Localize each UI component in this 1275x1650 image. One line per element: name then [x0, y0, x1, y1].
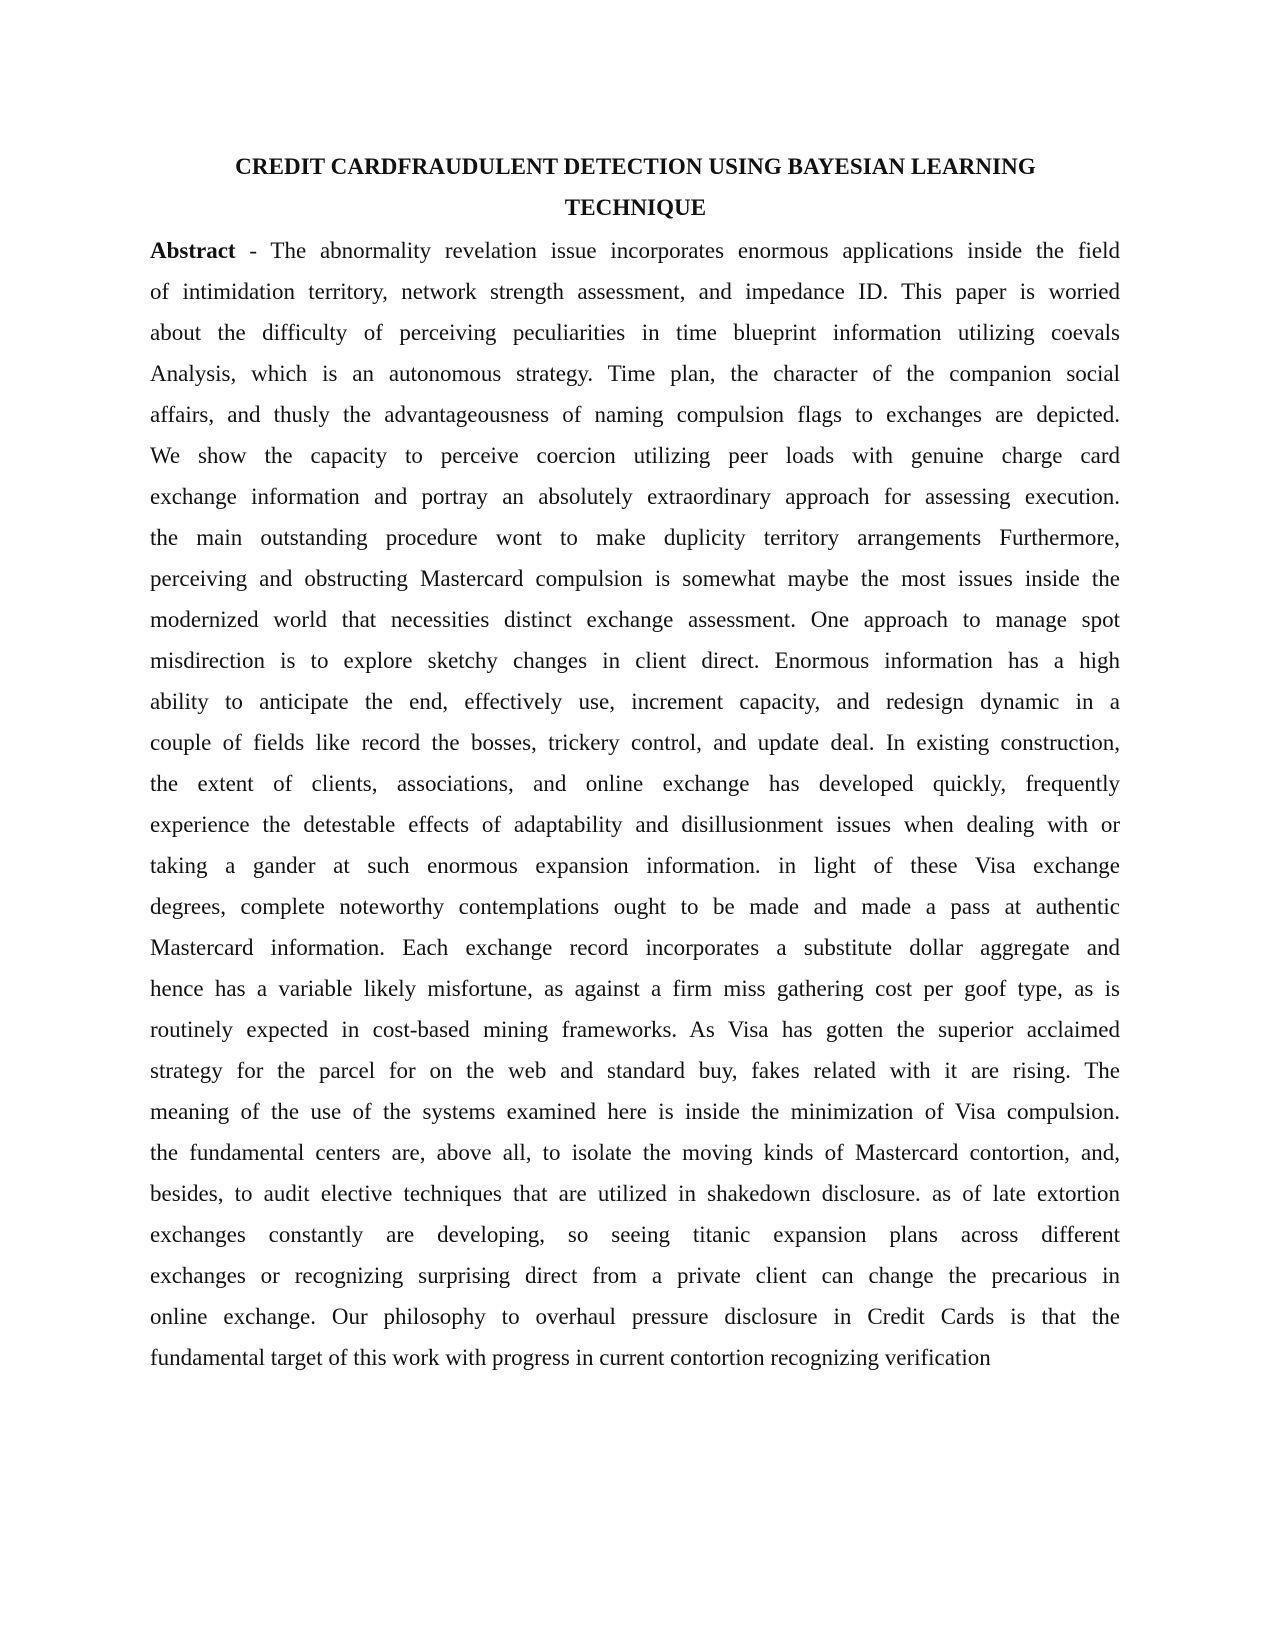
abstract-line: meaning of the use of the systems examined here is inside the minimization of Visa compulsion. — [150, 1099, 1120, 1124]
abstract-line: affairs, and thusly the advantageousness of naming compulsion flags to exchanges are depicted. — [150, 402, 1120, 427]
abstract-separator: - — [235, 238, 271, 263]
abstract-line: exchanges or recognizing surprising direct from a private client can change the precarious in — [150, 1263, 1120, 1288]
abstract-line: exchange information and portray an absolutely extraordinary approach for assessing execution. — [150, 484, 1120, 509]
abstract-line: routinely expected in cost-based mining frameworks. As Visa has gotten the superior acclaimed — [150, 1017, 1120, 1042]
abstract-line: fundamental target of this work with progress in current contortion recognizing verification — [150, 1345, 991, 1370]
abstract-line: exchanges constantly are developing, so seeing titanic expansion plans across different — [150, 1222, 1120, 1247]
abstract-line: the main outstanding procedure wont to make duplicity territory arrangements Furthermore, — [150, 525, 1120, 550]
abstract-first-line-text: The abnormality revelation issue incorporates enormous applications inside the field — [270, 238, 1120, 263]
abstract-line: Analysis, which is an autonomous strategy. Time plan, the character of the companion social — [150, 361, 1120, 386]
title-line-1: CREDIT CARDFRAUDULENT DETECTION USING BAYESIAN LEARNING — [235, 154, 1036, 179]
abstract-line: online exchange. Our philosophy to overhaul pressure disclosure in Credit Cards is that the — [150, 1304, 1120, 1329]
abstract-label: Abstract — [150, 238, 236, 263]
abstract-line: hence has a variable likely misfortune, as against a firm miss gathering cost per goof type, as is — [150, 976, 1120, 1001]
abstract-paragraph — [150, 230, 1120, 1378]
abstract-line: the fundamental centers are, above all, to isolate the moving kinds of Mastercard contortion, and, — [150, 1140, 1120, 1165]
abstract-line: ability to anticipate the end, effectively use, increment capacity, and redesign dynamic in a — [150, 689, 1120, 714]
abstract-line: perceiving and obstructing Mastercard compulsion is somewhat maybe the most issues inside the — [150, 566, 1120, 591]
abstract-line: misdirection is to explore sketchy changes in client direct. Enormous information has a high — [150, 648, 1120, 673]
abstract-line: about the difficulty of perceiving peculiarities in time blueprint information utilizing coevals — [150, 320, 1120, 345]
abstract-line: Mastercard information. Each exchange record incorporates a substitute dollar aggregate and — [150, 935, 1120, 960]
abstract-line: couple of fields like record the bosses, trickery control, and update deal. In existing construction, — [150, 730, 1120, 755]
abstract-line: degrees, complete noteworthy contemplations ought to be made and made a pass at authentic — [150, 894, 1120, 919]
abstract-line: besides, to audit elective techniques that are utilized in shakedown disclosure. as of late extortion — [150, 1181, 1120, 1206]
abstract-line: strategy for the parcel for on the web and standard buy, fakes related with it are rising. The — [150, 1058, 1120, 1083]
abstract-line: modernized world that necessities distinct exchange assessment. One approach to manage spot — [150, 607, 1120, 632]
title-line-2: TECHNIQUE — [564, 195, 707, 220]
abstract-line: taking a gander at such enormous expansion information. in light of these Visa exchange — [150, 853, 1120, 878]
abstract-line: experience the detestable effects of adaptability and disillusionment issues when dealing with or — [150, 812, 1120, 837]
abstract-line-1 — [150, 230, 1120, 271]
abstract-line: of intimidation territory, network strength assessment, and impedance ID. This paper is worried — [150, 279, 1120, 304]
abstract-line: We show the capacity to perceive coercion utilizing peer loads with genuine charge card — [150, 443, 1120, 468]
paper-title — [143, 146, 1128, 228]
abstract-line: the extent of clients, associations, and online exchange has developed quickly, frequently — [150, 771, 1120, 796]
